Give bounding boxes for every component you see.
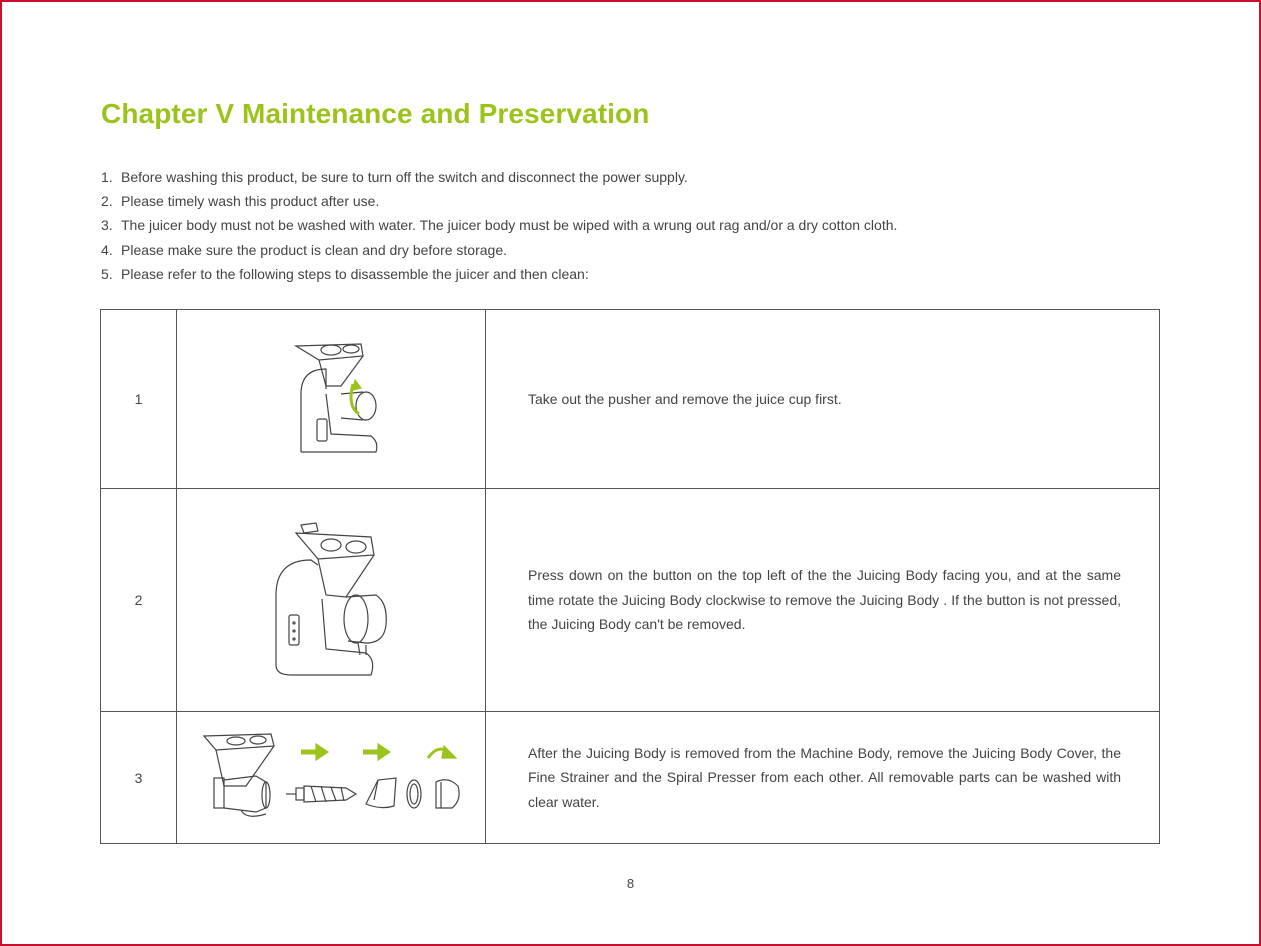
chapter-title: Chapter V Maintenance and Preservation xyxy=(101,98,650,129)
list-item: 3. The juicer body must not be washed with water. The juicer body must be wiped with a wrung out rag and/or a dry cotton cloth. xyxy=(101,217,898,234)
step-description: Take out the pusher and remove the juice cup first. xyxy=(486,310,1160,489)
table-row xyxy=(101,712,1160,844)
step-number: 3 xyxy=(101,712,177,844)
page-number: 8 xyxy=(626,876,635,891)
list-item: 5. Please refer to the following steps to disassemble the juicer and then clean: xyxy=(101,265,589,282)
instruction-list xyxy=(101,166,897,287)
juicer-remove-cup-illustration xyxy=(177,310,486,489)
list-item: 4. Please make sure the product is clean and dry before storage. xyxy=(101,241,507,258)
step-number: 2 xyxy=(101,489,177,712)
list-item: 1. Before washing this product, be sure to turn off the switch and disconnect the power supply. xyxy=(101,169,688,185)
step-description: After the Juicing Body is removed from the Machine Body, remove the Juicing Body Cover, the Fine Strainer and the Spiral Presser from each other. All removable parts can be washed with clear water. xyxy=(486,712,1160,844)
table-row xyxy=(101,489,1160,712)
juicer-rotate-body-illustration xyxy=(177,489,486,712)
step-number: 1 xyxy=(101,310,177,489)
step-description: Press down on the button on the top left of the the Juicing Body facing you, and at the same time rotate the Juicing Body clockwise to remove the Juicing Body . If the button is not pressed, the Juicing Body can't be removed. xyxy=(486,489,1160,712)
list-item: 2. Please timely wash this product after use. xyxy=(101,193,380,210)
juicer-parts-disassembly-illustration xyxy=(177,712,486,844)
table-row xyxy=(101,310,1160,489)
disassembly-steps-table xyxy=(100,309,1160,844)
